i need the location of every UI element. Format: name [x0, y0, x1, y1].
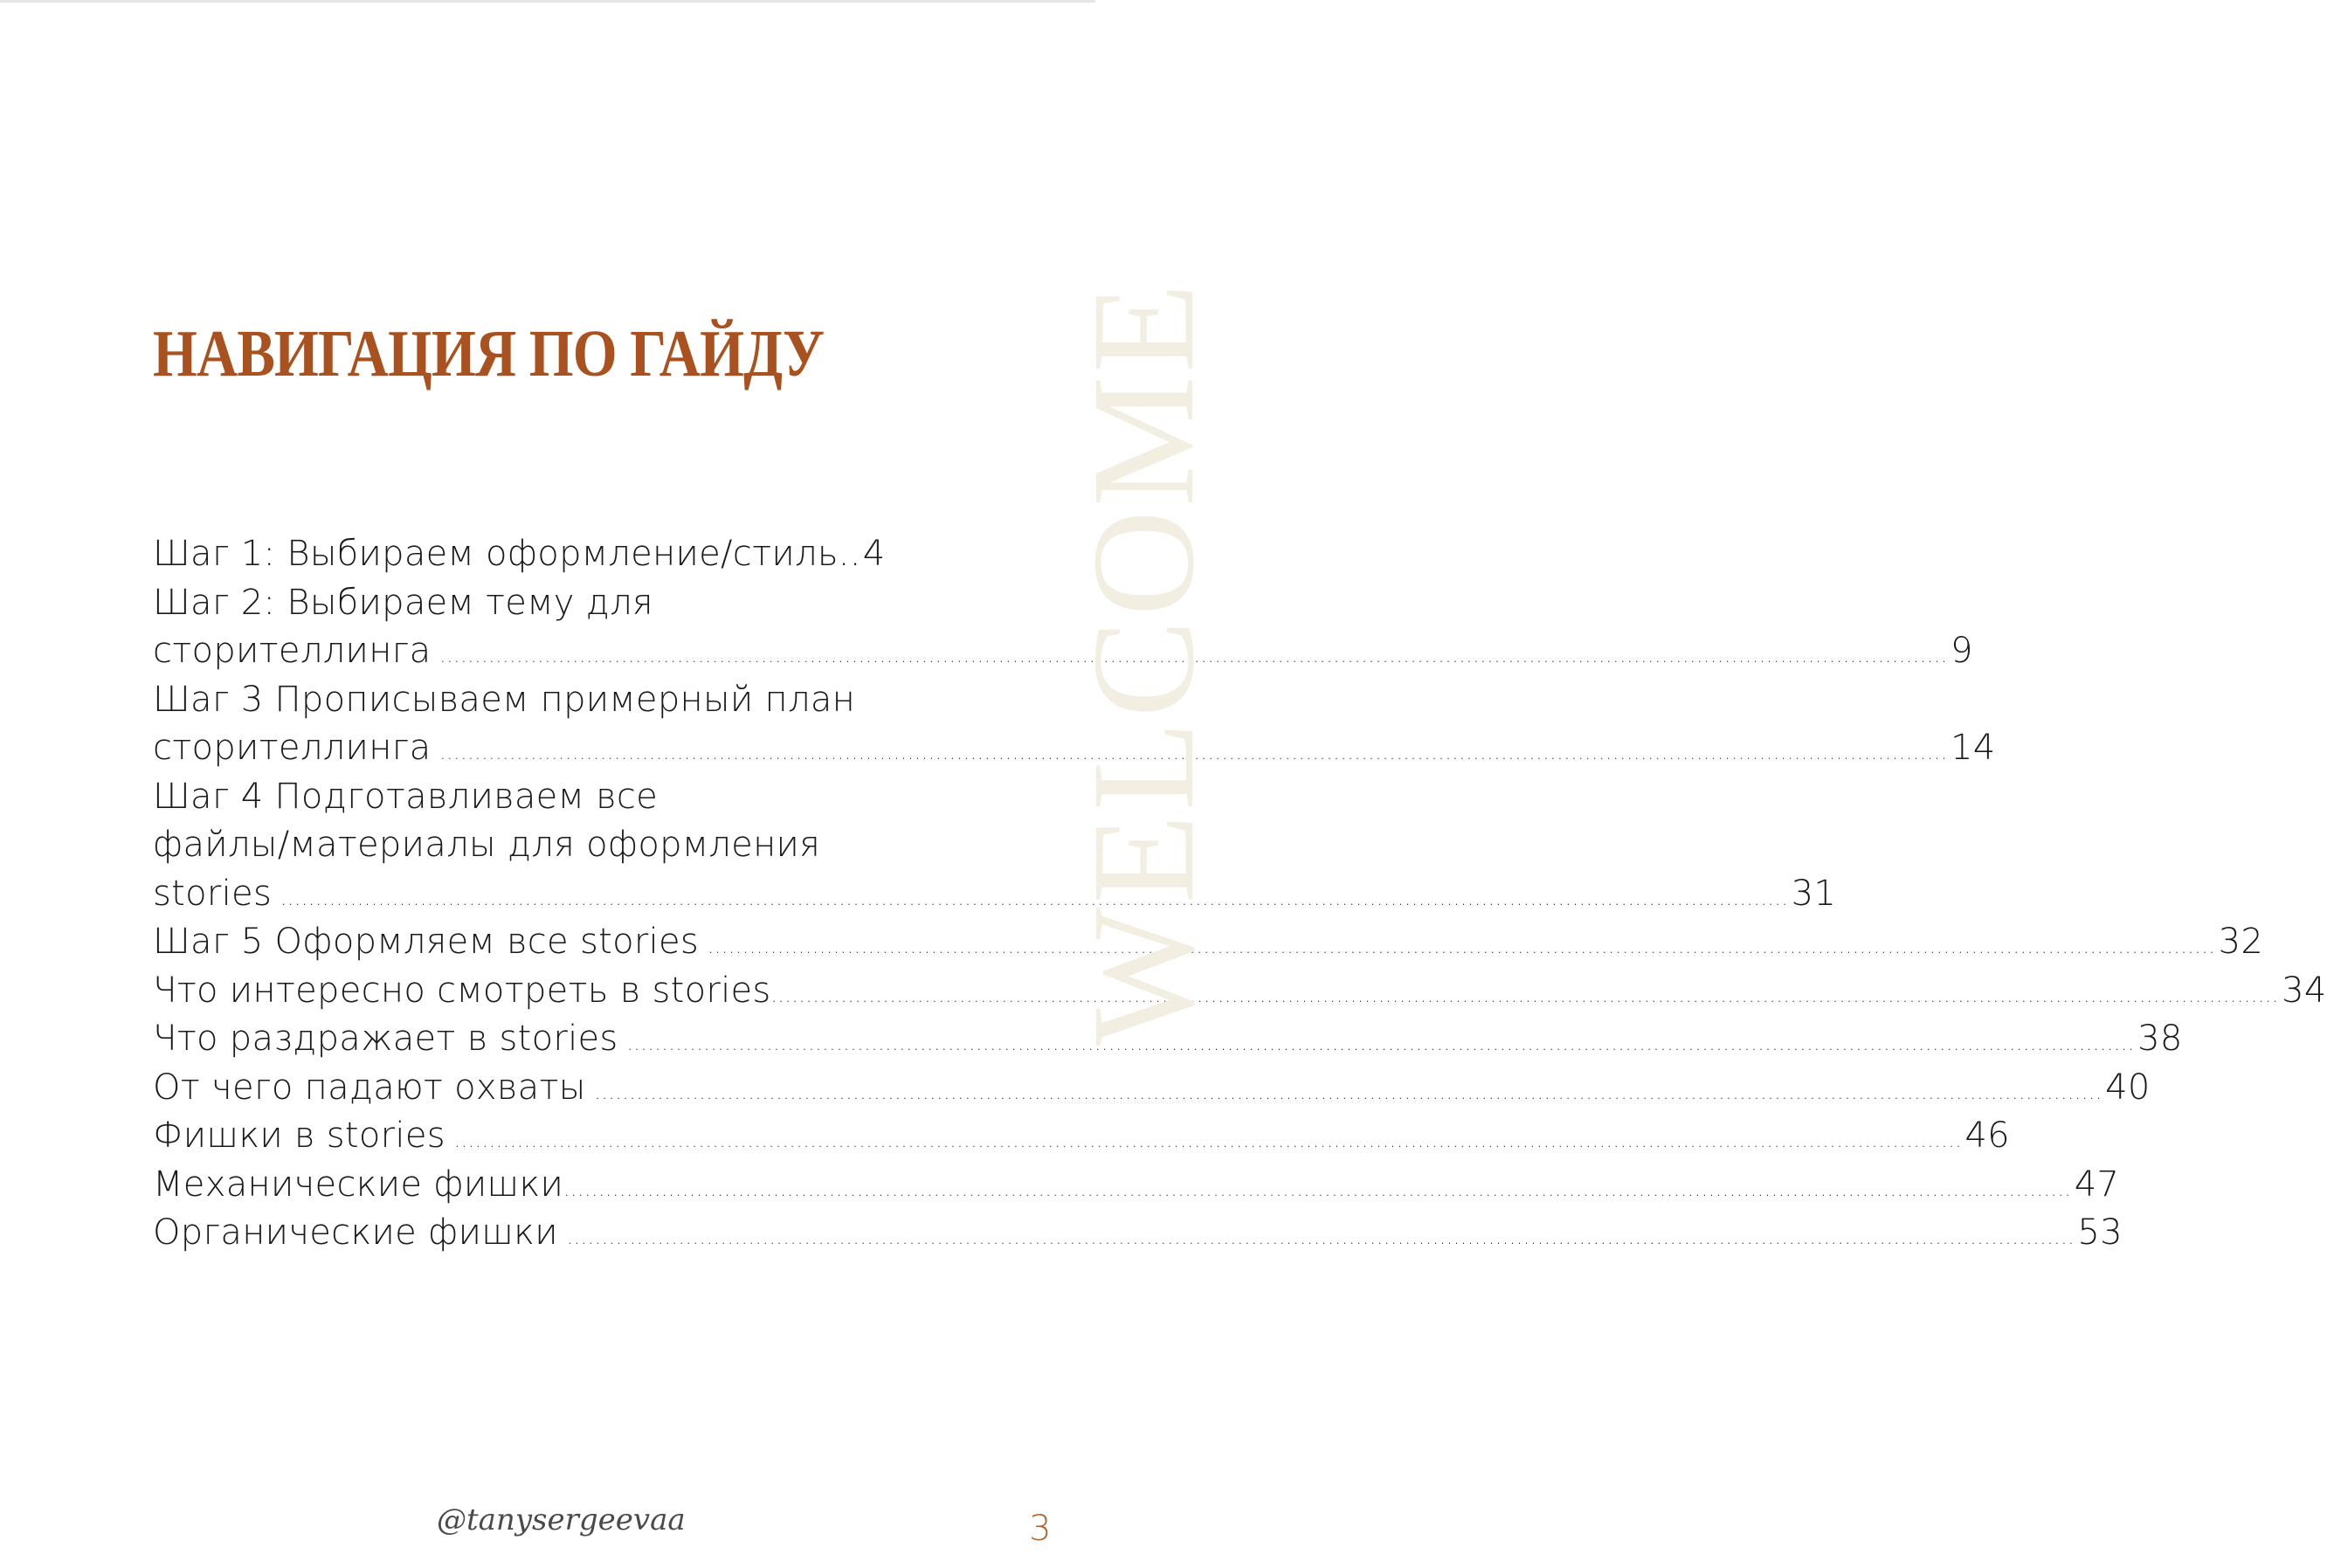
toc-entry-label: Шаг 1: Выбираем оформление/стиль.. [153, 534, 861, 574]
toc-entry-label: stories [153, 873, 273, 914]
toc-entry-label: Шаг 5 Оформляем все stories [153, 922, 700, 962]
toc-entry-label: Что раздражает в stories [153, 1019, 618, 1059]
toc-entry[interactable] [153, 870, 1837, 919]
toc-entry[interactable] [153, 1209, 2123, 1258]
toc-entry-label: Органические фишки [153, 1212, 558, 1253]
toc-entry[interactable] [153, 918, 2264, 967]
toc-entry-label: Механические фишки [153, 1164, 564, 1205]
toc-entry[interactable] [153, 821, 891, 870]
toc-entry-label: Фишки в stories [153, 1116, 445, 1156]
toc-entry-page: 31 [1791, 873, 1837, 914]
toc-entry[interactable] [153, 967, 2327, 1016]
toc-entry-page: 46 [1964, 1116, 2010, 1156]
toc-entry-label: Шаг 4 Подготавливаем все [153, 776, 659, 817]
page-title: НАВИГАЦИЯ ПО ГАЙДУ [153, 317, 825, 390]
toc-entry[interactable] [153, 724, 1996, 773]
toc-entry-label: файлы/материалы для оформления [153, 825, 821, 865]
toc-entry[interactable] [153, 579, 891, 628]
page-number: 3 [1029, 1509, 1052, 1549]
toc-entry-page: 38 [2137, 1019, 2183, 1059]
top-border [0, 0, 1095, 3]
toc-entry-label: сторителлинга [153, 631, 432, 671]
toc-entry-page: 47 [2074, 1164, 2120, 1205]
toc-entry[interactable] [153, 530, 891, 579]
toc-entry-page: 4 [862, 534, 886, 574]
toc-entry[interactable] [153, 773, 891, 822]
toc-dot-leader [563, 1166, 2072, 1215]
toc-entry-page: 9 [1950, 631, 1973, 671]
toc-entry-label: Шаг 2: Выбираем тему для [153, 582, 653, 623]
toc-entry-page: 40 [2105, 1067, 2151, 1108]
toc-dot-leader [708, 923, 2216, 972]
toc-entry-label: Что интересно смотреть в stories [153, 970, 771, 1011]
toc-dot-leader [627, 1020, 2136, 1069]
toc-entry[interactable] [153, 1161, 2120, 1210]
toc-entry-page: 53 [2077, 1212, 2123, 1253]
toc-dot-leader [454, 1117, 1963, 1166]
toc-entry[interactable] [153, 1064, 2151, 1113]
toc-entry-page: 14 [1950, 728, 1996, 768]
welcome-watermark: WELCOME [1062, 280, 1225, 1046]
toc-entry-page: 32 [2218, 922, 2264, 962]
author-handle: @tanysergeevaa [437, 1502, 686, 1537]
toc-dot-leader [567, 1214, 2075, 1263]
toc-entry[interactable] [153, 1015, 2183, 1064]
toc-entry-label: От чего падают охваты [153, 1067, 586, 1108]
toc-dot-leader [280, 875, 1789, 924]
toc-entry[interactable] [153, 1112, 2010, 1161]
toc-entry-label: сторителлинга [153, 728, 432, 768]
toc-entry-page: 34 [2282, 970, 2327, 1011]
toc-entry[interactable] [153, 676, 891, 725]
toc-dot-leader [771, 972, 2280, 1021]
toc-dot-leader [595, 1069, 2103, 1118]
toc-entry[interactable] [153, 627, 1973, 676]
toc-entry-label: Шаг 3 Прописываем примерный план [153, 679, 856, 720]
